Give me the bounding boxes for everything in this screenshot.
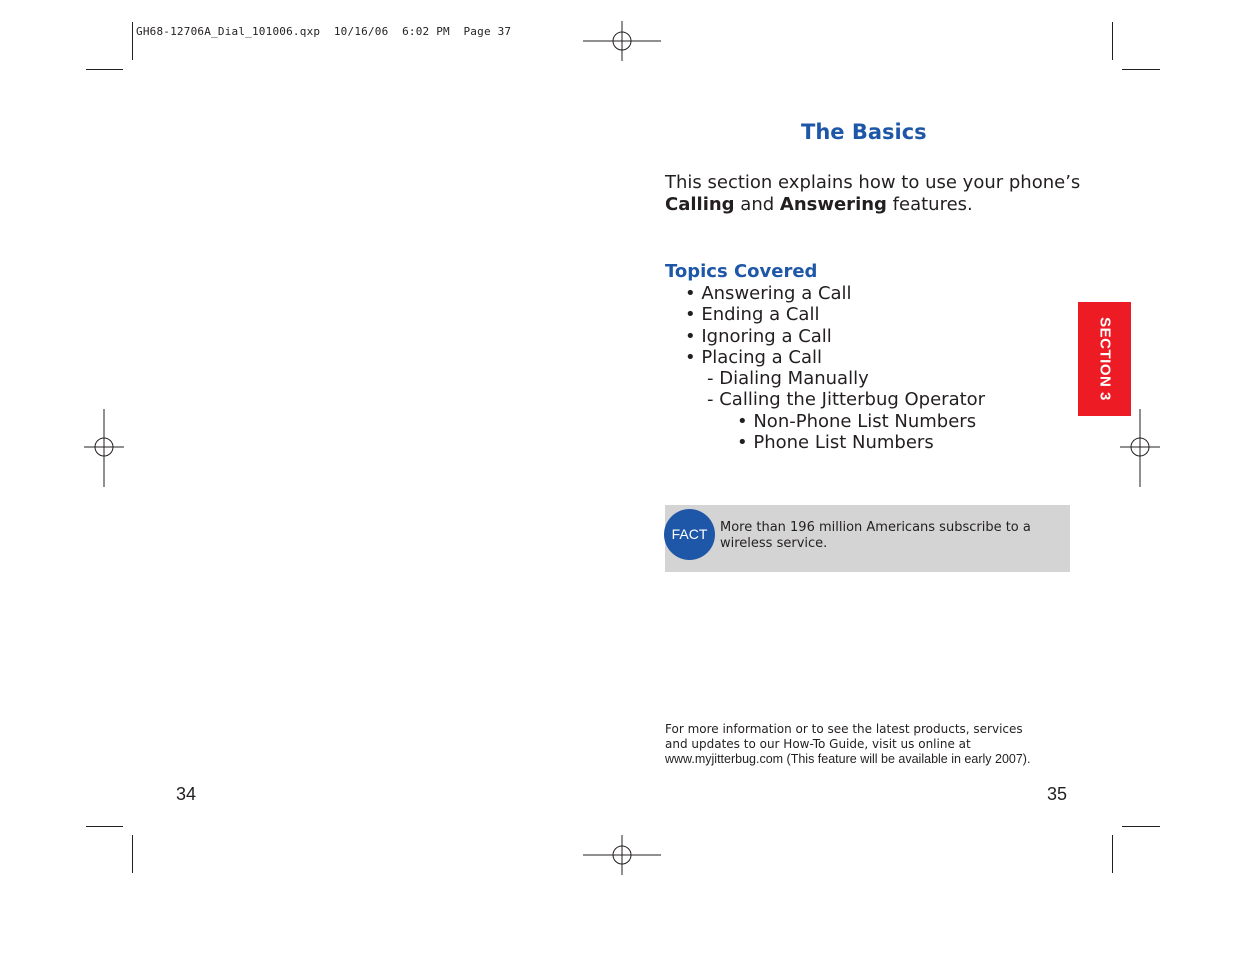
intro-text: features.	[886, 194, 973, 215]
printer-slug: GH68-12706A_Dial_101006.qxp 10/16/06 6:02 PM Page 37	[136, 25, 512, 38]
topic-item: • Placing a Call	[685, 346, 823, 368]
crop-mark	[1122, 826, 1160, 827]
topic-subitem: - Dialing Manually	[707, 368, 869, 390]
topic-subsubitem: • Non-Phone List Numbers	[737, 410, 977, 432]
registration-mark-icon	[583, 21, 661, 61]
page-number-right: 35	[1047, 784, 1068, 804]
section-tab	[1078, 302, 1131, 416]
crop-mark	[132, 22, 133, 60]
page-title: The Basics	[801, 120, 927, 144]
section-tab-label: SECTION 3	[1096, 317, 1113, 401]
registration-mark-icon	[84, 409, 124, 487]
intro-bold-calling: Calling	[665, 194, 735, 215]
footer-line: For more information or to see the latest products, services	[665, 722, 1023, 736]
crop-mark	[1122, 69, 1160, 70]
intro-text: and	[734, 194, 780, 215]
topic-item: • Answering a Call	[685, 283, 852, 304]
topic-subitem: - Calling the Jitterbug Operator	[707, 389, 986, 411]
topics-list	[685, 283, 985, 453]
crop-mark	[132, 835, 133, 873]
crop-mark	[86, 826, 123, 827]
fact-text: More than 196 million Americans subscribe to a wireless service.	[720, 520, 1031, 551]
page-number-left: 34	[176, 784, 197, 804]
intro-paragraph	[665, 172, 1085, 216]
intro-bold-answering: Answering	[779, 194, 887, 215]
topic-item: • Ignoring a Call	[685, 325, 832, 347]
topic-item: • Ending a Call	[685, 304, 820, 326]
footer-line: and updates to our How-To Guide, visit us online at	[665, 737, 971, 751]
crop-mark	[86, 69, 123, 70]
intro-text: This section explains how to use your phone’s	[665, 172, 1081, 193]
topics-heading: Topics Covered	[665, 261, 818, 282]
crop-mark	[1112, 22, 1113, 60]
footer-note	[665, 722, 1085, 767]
crop-mark	[1112, 835, 1113, 873]
registration-mark-icon	[583, 835, 661, 875]
topic-subsubitem: • Phone List Numbers	[737, 432, 934, 454]
fact-badge-icon: FACT	[664, 509, 715, 560]
registration-mark-icon	[1120, 409, 1160, 487]
footer-line: www.myjitterbug.com (This feature will be available in early 2007).	[665, 752, 1031, 766]
